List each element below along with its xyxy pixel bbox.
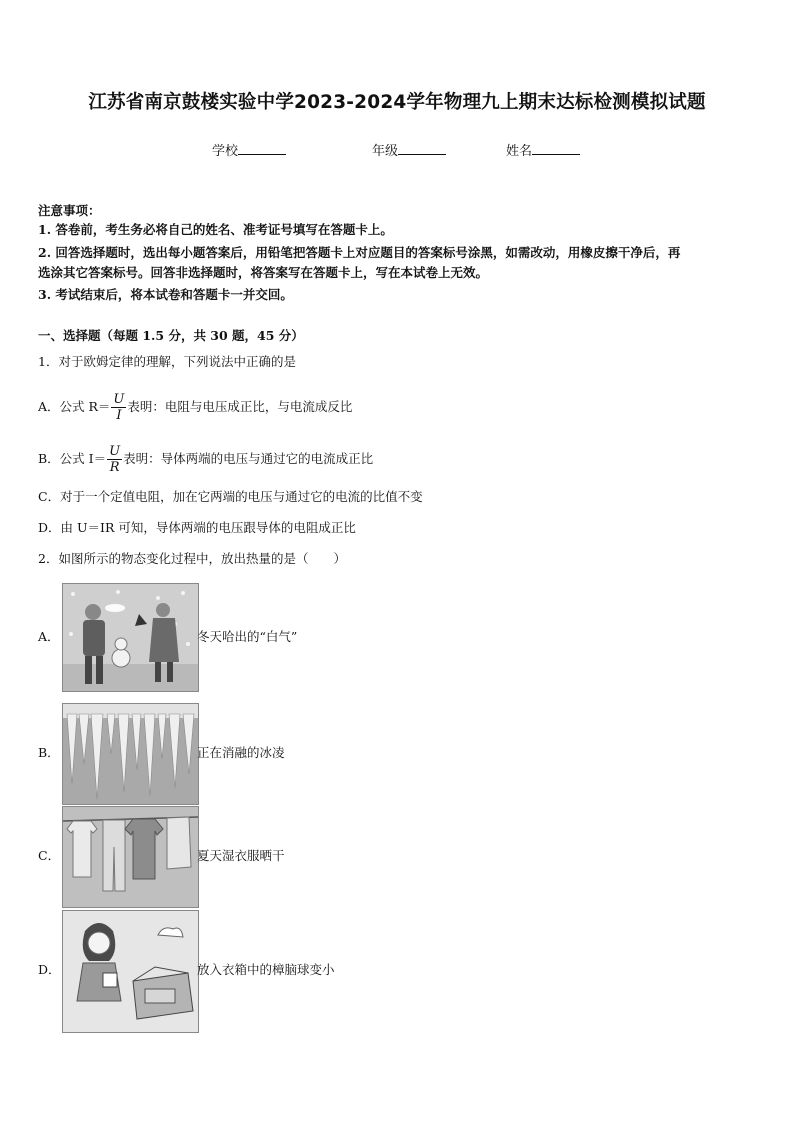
section-heading: 一、选择题（每题 1.5 分，共 30 题，45 分） [38,328,304,343]
q1-b-suffix: 表明：导体两端的电压与通过它的电流成正比 [123,451,374,466]
q2-option-letter: A． [38,629,60,644]
q1-option-a [38,390,352,424]
q2-stem: 2．如图所示的物态变化过程中，放出热量的是（ ） [38,551,346,566]
exam-title: 江苏省南京鼓楼实验中学2023-2024学年物理九上期末达标检测模拟试题 [88,92,706,113]
q2-option-letter: B． [38,745,60,760]
notice-item: 3. 考试结束后，将本试卷和答题卡一并交回。 [38,287,293,302]
fraction-denominator: R [109,460,120,475]
q2-option-text: 夏天湿衣服晒干 [197,848,285,863]
q2-option-text: 放入衣箱中的樟脑球变小 [197,962,335,977]
q1-stem: 1．对于欧姆定律的理解，下列说法中正确的是 [38,354,296,369]
mothball-illustration [63,911,198,1032]
school-blank [238,142,286,155]
q1-a-prefix: A．公式 R＝ [38,399,111,414]
name-blank [532,142,580,155]
grade-blank [398,142,446,155]
icicles-illustration [63,704,198,804]
fraction-numerator: U [113,392,125,407]
q1-a-suffix: 表明：电阻与电压成正比，与电流成反比 [127,399,353,414]
school-label: 学校 [212,144,239,159]
notice-item: 2. 回答选择题时，选出每小题答案后，用铅笔把答题卡上对应题目的答案标号涂黑，如需改动，用橡皮擦干净后，再 [38,245,681,260]
drying-clothes-image [62,806,199,908]
fraction [107,444,122,475]
icicles-image [62,703,199,805]
q2-option-letter: D． [38,962,61,977]
drying-clothes-illustration [63,807,198,907]
q1-option-b [38,442,373,476]
q1-option-d: D．由 U＝IR 可知，导体两端的电压跟导体的电阻成正比 [38,520,356,535]
mothball-image [62,910,199,1033]
grade-field [372,140,446,159]
name-field [506,140,580,159]
q2-option-text: 冬天哈出的“白气” [197,629,298,644]
notice-heading: 注意事项： [38,203,101,218]
q1-option-c: C．对于一个定值电阻，加在它两端的电压与通过它的电流的比值不变 [38,489,423,504]
fraction-denominator: I [116,408,122,423]
notice-item: 选涂其它答案标号。回答非选择题时，将答案写在答题卡上，写在本试卷上无效。 [38,265,489,280]
winter-breath-illustration [63,584,198,691]
school-field [212,140,286,159]
winter-breath-image [62,583,199,692]
grade-label: 年级 [372,144,399,159]
fraction [111,392,126,423]
fraction-numerator: U [109,444,121,459]
q2-option-text: 正在消融的冰凌 [197,745,285,760]
q2-option-letter: C． [38,848,61,863]
q1-b-prefix: B．公式 I＝ [38,451,107,466]
notice-item: 1. 答卷前，考生务必将自己的姓名、准考证号填写在答题卡上。 [38,222,393,237]
name-label: 姓名 [506,144,533,159]
